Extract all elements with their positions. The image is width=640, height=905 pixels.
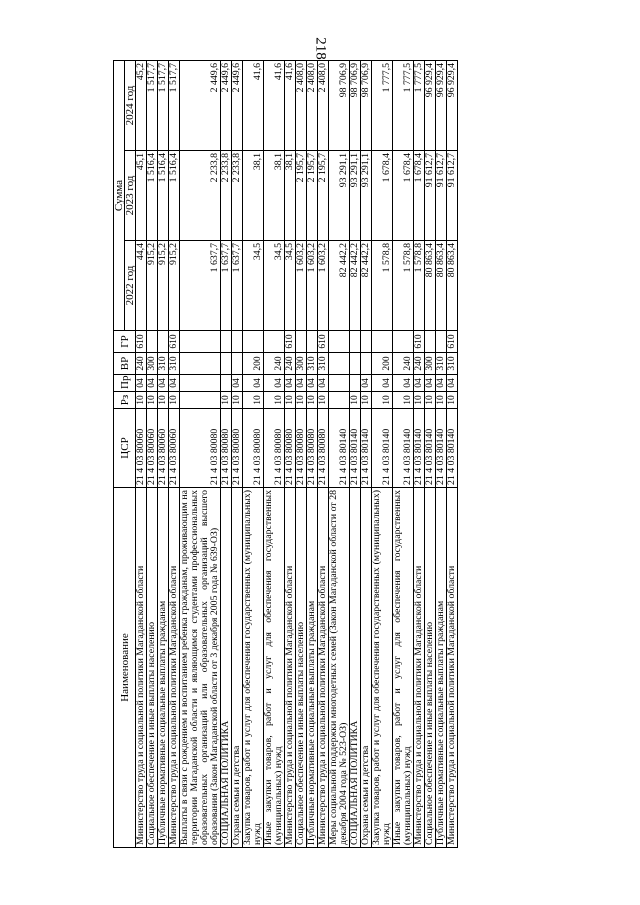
row-value-2023: 45,1 (136, 151, 147, 241)
row-pr: 04 (307, 375, 318, 392)
row-name: Иные закупки товаров, работ и услуг для обеспечения государственных (муниципальных) нужд (264, 488, 285, 848)
row-name: СОЦИАЛЬНАЯ ПОЛИТИКА (221, 488, 232, 848)
row-rz: 10 (296, 392, 307, 409)
row-rz: 10 (393, 392, 414, 409)
row-gr: 610 (136, 331, 147, 353)
row-gr (393, 331, 414, 353)
header-csr: ЦСР (114, 409, 136, 488)
row-vr: 310 (158, 353, 169, 375)
row-value-2024: 41,6 (264, 60, 285, 150)
row-pr: 04 (436, 375, 447, 392)
row-value-2022: 1 578,8 (372, 241, 393, 331)
table-row (447, 60, 458, 847)
table-row (147, 60, 158, 847)
row-csr: 21 4 03 80080 (243, 409, 264, 488)
row-value-2024: 45,2 (136, 60, 147, 150)
table-row (285, 60, 296, 847)
header-gr: ГР (114, 331, 136, 353)
row-value-2024: 2 449,6 (221, 60, 232, 150)
row-csr: 21 4 03 80060 (158, 409, 169, 488)
row-name: Министерство труда и социальной политики Магаданской области (447, 488, 458, 848)
row-name: Публичные нормативные социальные выплаты гражданам (307, 488, 318, 848)
row-value-2024: 41,6 (285, 60, 296, 150)
row-name: Социальное обеспечение и иные выплаты населению (425, 488, 436, 848)
table-row (169, 60, 180, 847)
row-vr: 300 (425, 353, 436, 375)
row-value-2022: 1 637,7 (180, 241, 221, 331)
row-vr: 310 (318, 353, 329, 375)
row-pr: 04 (425, 375, 436, 392)
row-value-2024: 1 517,7 (147, 60, 158, 150)
row-name: Меры социальной поддержки многодетных семей (Закон Магаданской области от 28 декабря 2004 года № 523-ОЗ) (329, 488, 350, 848)
row-csr: 21 4 03 80080 (296, 409, 307, 488)
row-gr: 610 (447, 331, 458, 353)
row-gr (329, 331, 350, 353)
row-gr (350, 331, 361, 353)
row-vr: 240 (393, 353, 414, 375)
row-rz: 10 (232, 392, 243, 409)
budget-table-container (113, 61, 579, 848)
row-vr: 200 (372, 353, 393, 375)
row-value-2022: 915,2 (147, 241, 158, 331)
row-value-2024: 1 777,5 (372, 60, 393, 150)
row-pr: 04 (136, 375, 147, 392)
table-row (372, 60, 393, 847)
row-value-2022: 1 603,2 (307, 241, 318, 331)
row-name: Министерство труда и социальной политики Магаданской области (285, 488, 296, 848)
header-sum: Сумма (114, 60, 125, 330)
row-gr: 610 (169, 331, 180, 353)
row-gr (372, 331, 393, 353)
row-csr: 21 4 03 80140 (436, 409, 447, 488)
row-value-2023: 93 291,1 (361, 151, 372, 241)
row-value-2024: 98 706,9 (329, 60, 350, 150)
row-pr (221, 375, 232, 392)
row-rz: 10 (264, 392, 285, 409)
row-vr (232, 353, 243, 375)
row-pr (350, 375, 361, 392)
row-value-2023: 1 678,4 (372, 151, 393, 241)
row-pr: 04 (169, 375, 180, 392)
row-pr: 04 (296, 375, 307, 392)
row-rz: 10 (169, 392, 180, 409)
table-row (350, 60, 361, 847)
row-gr (436, 331, 447, 353)
row-value-2024: 41,6 (243, 60, 264, 150)
header-name: Наименование (114, 488, 136, 848)
row-pr: 04 (158, 375, 169, 392)
row-value-2024: 98 706,9 (361, 60, 372, 150)
row-csr: 21 4 03 80080 (232, 409, 243, 488)
row-value-2024: 2 408,0 (318, 60, 329, 150)
row-rz: 10 (350, 392, 361, 409)
table-row (264, 60, 285, 847)
row-pr: 04 (361, 375, 372, 392)
row-csr: 21 4 03 80140 (414, 409, 425, 488)
row-vr: 240 (264, 353, 285, 375)
row-value-2023: 1 678,4 (414, 151, 425, 241)
row-pr: 04 (264, 375, 285, 392)
row-value-2022: 82 442,2 (361, 241, 372, 331)
row-value-2022: 1 603,2 (296, 241, 307, 331)
row-value-2022: 1 637,7 (232, 241, 243, 331)
table-row (158, 60, 169, 847)
row-value-2023: 1 516,4 (158, 151, 169, 241)
row-pr: 04 (285, 375, 296, 392)
row-value-2022: 82 442,2 (329, 241, 350, 331)
row-name: СОЦИАЛЬНАЯ ПОЛИТИКА (350, 488, 361, 848)
row-vr: 240 (285, 353, 296, 375)
row-vr (361, 353, 372, 375)
table-row (318, 60, 329, 847)
row-value-2022: 80 863,4 (447, 241, 458, 331)
table-row (329, 60, 350, 847)
row-value-2022: 1 603,2 (318, 241, 329, 331)
row-value-2024: 2 449,6 (180, 60, 221, 150)
row-value-2023: 91 612,7 (447, 151, 458, 241)
row-vr: 310 (436, 353, 447, 375)
row-rz: 10 (372, 392, 393, 409)
row-name: Министерство труда и социальной политики Магаданской области (318, 488, 329, 848)
table-row (436, 60, 447, 847)
header-2022: 2022 год (125, 241, 136, 331)
row-value-2024: 1 777,5 (414, 60, 425, 150)
table-row (232, 60, 243, 847)
table-row (296, 60, 307, 847)
row-csr: 21 4 03 80060 (136, 409, 147, 488)
row-value-2022: 915,2 (158, 241, 169, 331)
row-value-2023: 38,1 (264, 151, 285, 241)
row-value-2024: 2 408,0 (296, 60, 307, 150)
row-vr: 310 (447, 353, 458, 375)
row-value-2023: 2 195,7 (296, 151, 307, 241)
table-row (136, 60, 147, 847)
row-name: Публичные нормативные социальные выплаты гражданам (158, 488, 169, 848)
header-rz: Рз (114, 392, 136, 409)
row-pr: 04 (372, 375, 393, 392)
budget-table (113, 60, 458, 848)
row-name: Выплаты в связи с рождением и воспитанием ребенка гражданам, проживающим на территории Магаданской области и являющимся студентами профессиональных образовательных организаций или образовательных организаций высшего образования (Закон Магаданской области от 3 декабря 2005 года № 639-ОЗ) (180, 488, 221, 848)
row-name: Закупка товаров, работ и услуг для обеспечения государственных (муниципальных) нужд (243, 488, 264, 848)
row-rz: 10 (447, 392, 458, 409)
row-pr: 04 (243, 375, 264, 392)
row-rz: 10 (425, 392, 436, 409)
row-vr: 240 (414, 353, 425, 375)
row-value-2023: 91 612,7 (436, 151, 447, 241)
row-gr: 610 (414, 331, 425, 353)
table-row (180, 60, 221, 847)
row-csr: 21 4 03 80080 (264, 409, 285, 488)
row-gr (158, 331, 169, 353)
row-gr (425, 331, 436, 353)
row-value-2023: 2 233,8 (232, 151, 243, 241)
row-rz: 10 (243, 392, 264, 409)
row-value-2022: 34,5 (285, 241, 296, 331)
row-rz: 10 (147, 392, 158, 409)
table-row (425, 60, 436, 847)
row-gr (307, 331, 318, 353)
row-pr: 04 (147, 375, 158, 392)
row-value-2024: 96 929,4 (436, 60, 447, 150)
row-value-2023: 38,1 (243, 151, 264, 241)
table-row (361, 60, 372, 847)
row-vr: 240 (136, 353, 147, 375)
table-row (243, 60, 264, 847)
page-number: 218 (312, 37, 329, 60)
row-csr: 21 4 03 80140 (329, 409, 350, 488)
table-row (414, 60, 425, 847)
table-body (136, 60, 458, 847)
row-value-2022: 44,4 (136, 241, 147, 331)
row-value-2024: 96 929,4 (447, 60, 458, 150)
row-value-2023: 93 291,1 (329, 151, 350, 241)
row-vr (180, 353, 221, 375)
row-value-2023: 93 291,1 (350, 151, 361, 241)
row-vr (221, 353, 232, 375)
row-rz: 10 (307, 392, 318, 409)
row-rz: 10 (221, 392, 232, 409)
row-csr: 21 4 03 80140 (393, 409, 414, 488)
row-value-2022: 34,5 (264, 241, 285, 331)
row-rz (329, 392, 350, 409)
row-name: Социальное обеспечение и иные выплаты населению (147, 488, 158, 848)
row-name: Охрана семьи и детства (361, 488, 372, 848)
row-csr: 21 4 03 80060 (147, 409, 158, 488)
header-2024: 2024 год (125, 60, 136, 150)
row-name: Министерство труда и социальной политики Магаданской области (136, 488, 147, 848)
row-gr (221, 331, 232, 353)
row-csr: 21 4 03 80140 (350, 409, 361, 488)
row-value-2022: 34,5 (243, 241, 264, 331)
row-value-2023: 2 233,8 (180, 151, 221, 241)
row-value-2022: 80 863,4 (436, 241, 447, 331)
row-gr (243, 331, 264, 353)
row-gr: 610 (285, 331, 296, 353)
row-name: Иные закупки товаров, работ и услуг для обеспечения государственных (муниципальных) нужд (393, 488, 414, 848)
row-value-2022: 1 578,8 (414, 241, 425, 331)
row-rz: 10 (136, 392, 147, 409)
row-value-2024: 1 517,7 (169, 60, 180, 150)
row-vr (329, 353, 350, 375)
row-pr (180, 375, 221, 392)
table-row (393, 60, 414, 847)
row-csr: 21 4 03 80080 (285, 409, 296, 488)
row-vr: 200 (243, 353, 264, 375)
row-gr (296, 331, 307, 353)
row-csr: 21 4 03 80140 (447, 409, 458, 488)
row-csr: 21 4 03 80140 (372, 409, 393, 488)
row-value-2022: 1 578,8 (393, 241, 414, 331)
header-2023: 2023 год (125, 151, 136, 241)
row-gr: 610 (318, 331, 329, 353)
row-value-2024: 98 706,9 (350, 60, 361, 150)
row-rz: 10 (158, 392, 169, 409)
row-csr: 21 4 03 80080 (318, 409, 329, 488)
row-value-2022: 915,2 (169, 241, 180, 331)
row-vr: 300 (147, 353, 158, 375)
row-value-2024: 1 517,7 (158, 60, 169, 150)
table-row (221, 60, 232, 847)
row-pr: 04 (414, 375, 425, 392)
row-csr: 21 4 03 80140 (425, 409, 436, 488)
table-row (307, 60, 318, 847)
row-vr (350, 353, 361, 375)
row-csr: 21 4 03 80080 (307, 409, 318, 488)
row-rz: 10 (436, 392, 447, 409)
row-gr (180, 331, 221, 353)
row-rz (180, 392, 221, 409)
row-value-2023: 38,1 (285, 151, 296, 241)
row-value-2024: 1 777,5 (393, 60, 414, 150)
row-vr: 310 (307, 353, 318, 375)
row-value-2023: 2 195,7 (318, 151, 329, 241)
header-vr: ВР (114, 353, 136, 375)
row-vr: 310 (169, 353, 180, 375)
row-value-2022: 1 637,7 (221, 241, 232, 331)
row-csr: 21 4 03 80080 (221, 409, 232, 488)
row-pr: 04 (232, 375, 243, 392)
row-gr (232, 331, 243, 353)
row-name: Закупка товаров, работ и услуг для обеспечения государственных (муниципальных) нужд (372, 488, 393, 848)
row-value-2024: 96 929,4 (425, 60, 436, 150)
row-value-2022: 80 863,4 (425, 241, 436, 331)
row-value-2022: 82 442,2 (350, 241, 361, 331)
row-value-2023: 91 612,7 (425, 151, 436, 241)
row-rz: 10 (318, 392, 329, 409)
header-pr: Пр (114, 375, 136, 392)
row-value-2024: 2 449,6 (232, 60, 243, 150)
row-rz: 10 (361, 392, 372, 409)
row-name: Министерство труда и социальной политики Магаданской области (414, 488, 425, 848)
row-value-2023: 1 516,4 (147, 151, 158, 241)
row-name: Охрана семьи и детства (232, 488, 243, 848)
row-vr: 300 (296, 353, 307, 375)
row-gr (264, 331, 285, 353)
row-pr: 04 (447, 375, 458, 392)
row-gr (361, 331, 372, 353)
row-name: Социальное обеспечение и иные выплаты населению (296, 488, 307, 848)
row-value-2023: 1 516,4 (169, 151, 180, 241)
row-csr: 21 4 03 80060 (169, 409, 180, 488)
row-name: Министерство труда и социальной политики Магаданской области (169, 488, 180, 848)
row-name: Публичные нормативные социальные выплаты гражданам (436, 488, 447, 848)
row-csr: 21 4 03 80080 (180, 409, 221, 488)
row-csr: 21 4 03 80140 (361, 409, 372, 488)
row-value-2023: 2 195,7 (307, 151, 318, 241)
row-value-2023: 2 233,8 (221, 151, 232, 241)
row-value-2023: 1 678,4 (393, 151, 414, 241)
row-gr (147, 331, 158, 353)
row-rz: 10 (285, 392, 296, 409)
row-pr: 04 (318, 375, 329, 392)
row-pr (329, 375, 350, 392)
row-pr: 04 (393, 375, 414, 392)
row-rz: 10 (414, 392, 425, 409)
row-value-2024: 2 408,0 (307, 60, 318, 150)
